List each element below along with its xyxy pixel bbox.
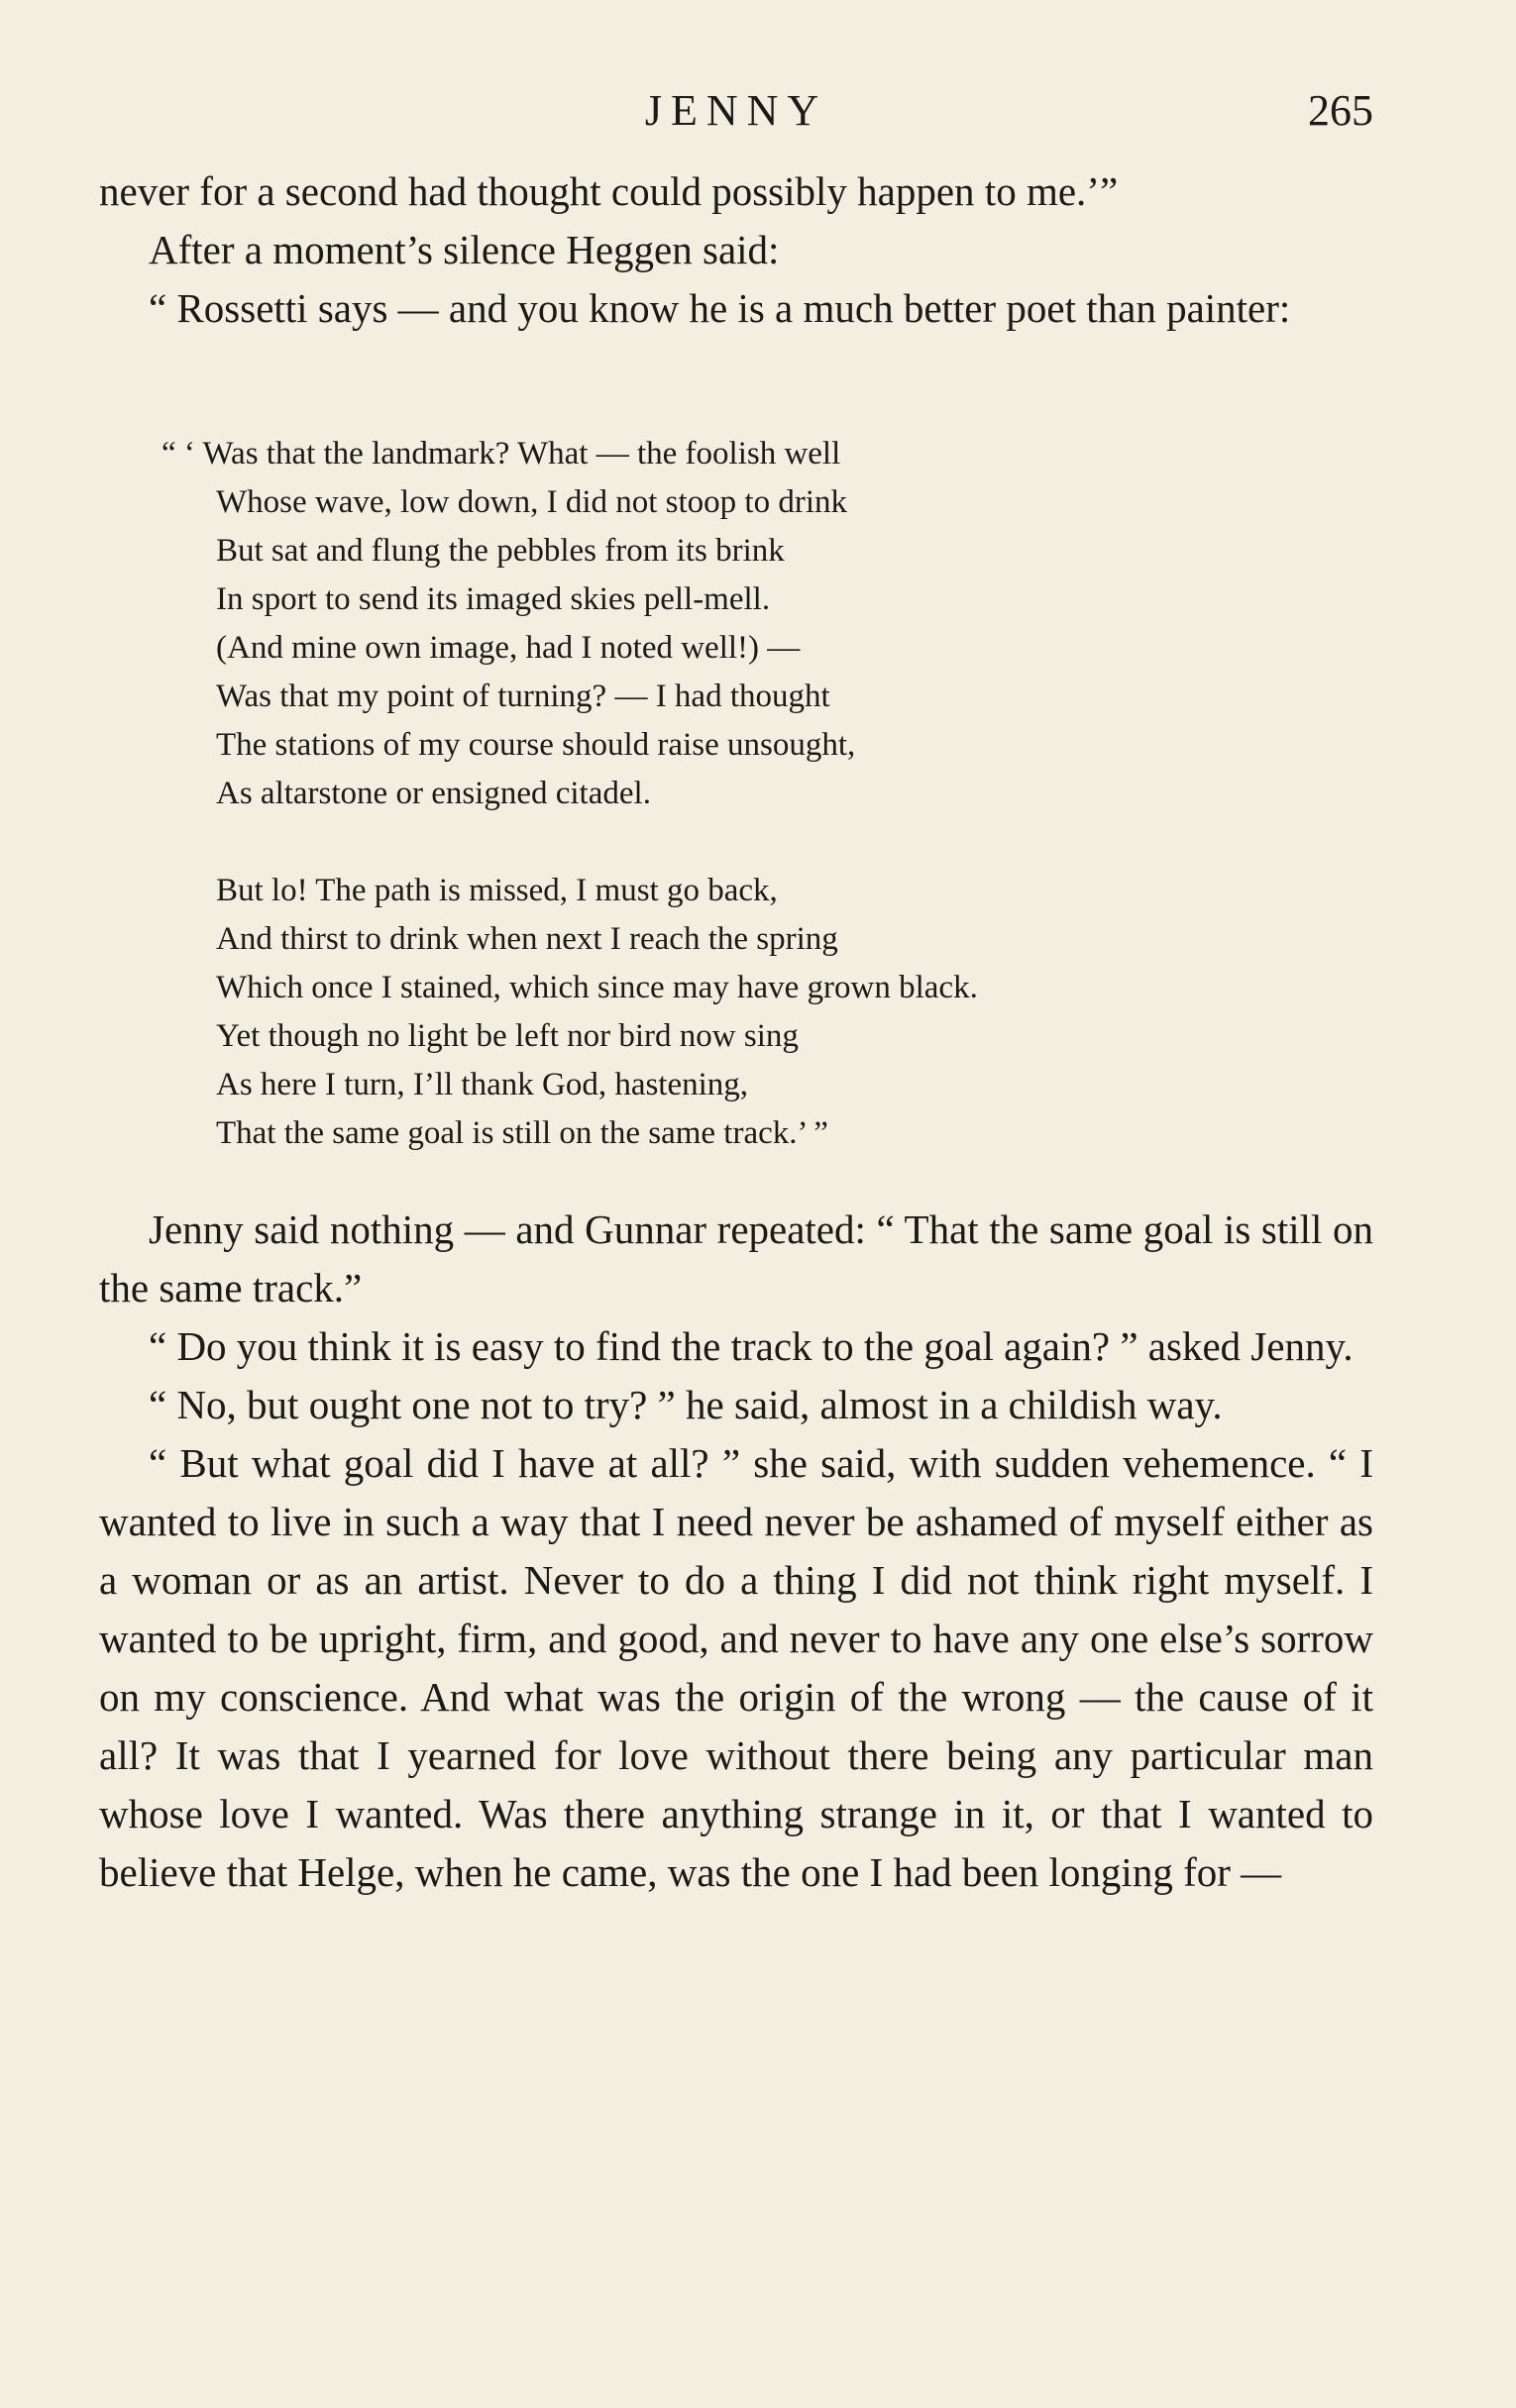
paragraph: “ Rossetti says — and you know he is a much better poet than painter: — [149, 285, 1291, 331]
poem-line: But sat and flung the pebbles from its brink — [216, 533, 785, 569]
poem-line: As here I turn, I’ll thank God, hastening, — [216, 1067, 749, 1102]
paragraph: Jenny said nothing — and Gunnar repeated: “ That the same goal is still on the same track.” — [99, 1206, 1373, 1310]
poem-line: Yet though no light be left nor bird now sing — [216, 1018, 799, 1054]
page-number: 265 — [1308, 86, 1373, 135]
poem-line: That the same goal is still on the same track.’ ” — [216, 1115, 828, 1151]
stanza-break — [162, 818, 978, 867]
poem-line: Was that my point of turning? — I had thought — [216, 679, 830, 714]
running-title: JENNY — [644, 86, 828, 135]
poem-line: Which once I stained, which since may have grown black. — [216, 970, 978, 1005]
paragraph: never for a second had thought could possibly happen to me.’” — [99, 168, 1119, 214]
paragraph: “ Do you think it is easy to find the track to the goal again? ” asked Jenny. — [149, 1323, 1354, 1369]
poem-quote — [162, 430, 978, 1158]
poem-line: (And mine own image, had I noted well!) — — [216, 630, 801, 666]
poem-line: As altarstone or ensigned citadel. — [216, 776, 651, 811]
paragraph: “ But what goal did I have at all? ” she said, with sudden vehemence. “ I wanted to live in such a way that I need never be ashamed of myself either as a woman or as an artist. Never to do a thing I did not think right myself. I wanted to be upright, firm, and good, and never to have any one else’s sorrow on my conscience. And what was the origin of the wrong — the cause of it all? It was that I yearned for love without there being any particular man whose love I wanted. Was there anything strange in it, or that I wanted to believe that Helge, when he came, was the one I had been longing for — — [99, 1440, 1373, 1895]
poem-line: The stations of my course should raise unsought, — [216, 727, 856, 763]
paragraph: “ No, but ought one not to try? ” he said, almost in a childish way. — [149, 1382, 1223, 1427]
poem-line: In sport to send its imaged skies pell-mell. — [216, 581, 771, 617]
poem-line: Whose wave, low down, I did not stoop to drink — [216, 484, 848, 520]
paragraph: After a moment’s silence Heggen said: — [149, 227, 780, 272]
bottom-text-block — [99, 1201, 1373, 1902]
top-text-block — [99, 162, 1373, 338]
poem-line: And thirst to drink when next I reach the spring — [216, 921, 838, 957]
poem-line: But lo! The path is missed, I must go back, — [216, 873, 778, 908]
running-head — [99, 81, 1373, 141]
poem-line: “ ‘ Was that the landmark? What — the foolish well — [162, 436, 841, 471]
